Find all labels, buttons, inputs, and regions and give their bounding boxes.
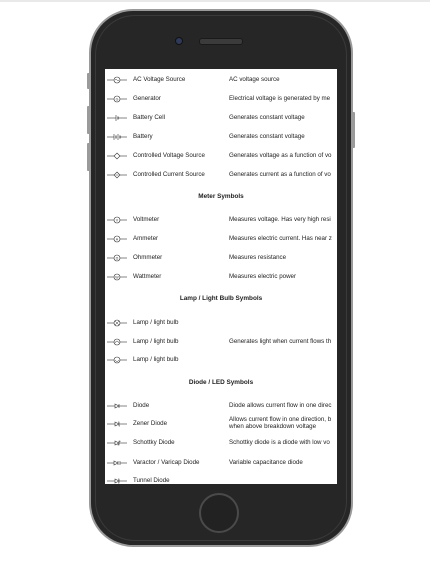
table-row bbox=[105, 93, 337, 105]
battery-cell-icon bbox=[107, 114, 127, 122]
symbol-name: Generator bbox=[133, 95, 161, 102]
meter-section-title: Meter Symbols bbox=[198, 193, 244, 200]
ohmmeter-icon bbox=[107, 254, 127, 262]
table-row bbox=[105, 354, 337, 366]
table-row bbox=[105, 400, 337, 412]
volume-up-button bbox=[87, 106, 90, 134]
lamp-circle-icon bbox=[107, 356, 127, 364]
ac-source-icon bbox=[107, 76, 127, 84]
table-row bbox=[105, 437, 337, 449]
table-row bbox=[105, 169, 337, 181]
symbol-description: Variable capacitance diode bbox=[229, 459, 303, 466]
symbol-name: Voltmeter bbox=[133, 216, 160, 223]
table-row bbox=[105, 131, 337, 143]
volume-down-button bbox=[87, 143, 90, 171]
diode-section-title: Diode / LED Symbols bbox=[188, 379, 254, 386]
table-row bbox=[105, 418, 337, 430]
lamp-loop-icon bbox=[107, 338, 127, 346]
tunnel-diode-icon bbox=[107, 477, 127, 484]
symbol-name: Lamp / light bulb bbox=[133, 338, 179, 345]
voltmeter-icon bbox=[107, 216, 127, 224]
schottky-diode-icon bbox=[107, 439, 127, 447]
zener-diode-icon bbox=[107, 420, 127, 428]
symbol-name: Ohmmeter bbox=[133, 254, 163, 261]
svg-text:V: V bbox=[115, 218, 119, 223]
symbol-name: Controlled Voltage Source bbox=[133, 152, 205, 159]
symbol-description: Generates voltage as a function of vo bbox=[229, 152, 332, 159]
symbol-description: Schottky diode is a diode with low vo bbox=[229, 439, 330, 446]
battery-icon bbox=[107, 133, 127, 141]
symbol-name: Varactor / Varicap Diode bbox=[133, 459, 200, 466]
table-row bbox=[105, 150, 337, 162]
symbol-name: Lamp / light bulb bbox=[133, 319, 179, 326]
symbol-description: Allows current flow in one direction, b when above breakdown voltage bbox=[229, 416, 332, 430]
symbol-description: Generates constant voltage bbox=[229, 114, 305, 121]
symbol-name: Diode bbox=[133, 402, 150, 409]
power-button bbox=[352, 112, 355, 148]
ammeter-icon bbox=[107, 235, 127, 243]
symbol-description: Generates current as a function of vo bbox=[229, 171, 331, 178]
diode-icon bbox=[107, 402, 127, 410]
table-row bbox=[105, 336, 337, 348]
symbol-name: Battery Cell bbox=[133, 114, 165, 121]
lamp-x-icon bbox=[107, 319, 127, 327]
table-row bbox=[105, 475, 337, 484]
table-row bbox=[105, 233, 337, 245]
generator-icon bbox=[107, 95, 127, 103]
svg-text:A: A bbox=[115, 237, 119, 242]
table-row bbox=[105, 457, 337, 469]
symbol-description: Measures resistance bbox=[229, 254, 287, 261]
symbol-name: AC Voltage Source bbox=[133, 76, 186, 83]
mute-switch bbox=[87, 73, 90, 89]
controlled-voltage-source-icon bbox=[107, 152, 127, 160]
svg-text:W: W bbox=[115, 275, 119, 280]
symbol-name: Zener Diode bbox=[133, 420, 168, 427]
symbol-description: Generates constant voltage bbox=[229, 133, 305, 140]
speaker-grille bbox=[199, 38, 243, 45]
symbol-name: Schottky Diode bbox=[133, 439, 175, 446]
symbol-description: Measures electric power bbox=[229, 273, 297, 280]
symbol-description: Generates light when current flows th bbox=[229, 338, 332, 345]
symbol-description: Measures electric current. Has near z bbox=[229, 235, 332, 242]
lamp-section-title: Lamp / Light Bulb Symbols bbox=[179, 295, 263, 302]
symbol-name: Wattmeter bbox=[133, 273, 162, 280]
table-row bbox=[105, 271, 337, 283]
table-row bbox=[105, 317, 337, 329]
symbol-name: Ammeter bbox=[133, 235, 159, 242]
symbol-name: Battery bbox=[133, 133, 153, 140]
top-border bbox=[0, 0, 430, 2]
home-button[interactable] bbox=[199, 493, 239, 533]
camera-icon bbox=[175, 37, 183, 45]
symbol-name: Controlled Current Source bbox=[133, 171, 205, 178]
phone-screen[interactable] bbox=[105, 69, 337, 484]
symbol-name: Lamp / light bulb bbox=[133, 356, 179, 363]
symbol-description: Electrical voltage is generated by me bbox=[229, 95, 331, 102]
table-row bbox=[105, 252, 337, 264]
symbol-name: Tunnel Diode bbox=[133, 477, 170, 484]
symbol-description: Measures voltage. Has very high resi bbox=[229, 216, 331, 223]
controlled-current-source-icon bbox=[107, 171, 127, 179]
table-row bbox=[105, 112, 337, 124]
table-row bbox=[105, 74, 337, 86]
wattmeter-icon bbox=[107, 273, 127, 281]
svg-text:Ω: Ω bbox=[115, 256, 119, 261]
varactor-diode-icon bbox=[107, 459, 127, 467]
symbol-description: AC voltage source bbox=[229, 76, 280, 83]
symbol-description: Diode allows current flow in one direc bbox=[229, 402, 332, 409]
table-row bbox=[105, 214, 337, 226]
svg-text:G: G bbox=[115, 97, 119, 102]
